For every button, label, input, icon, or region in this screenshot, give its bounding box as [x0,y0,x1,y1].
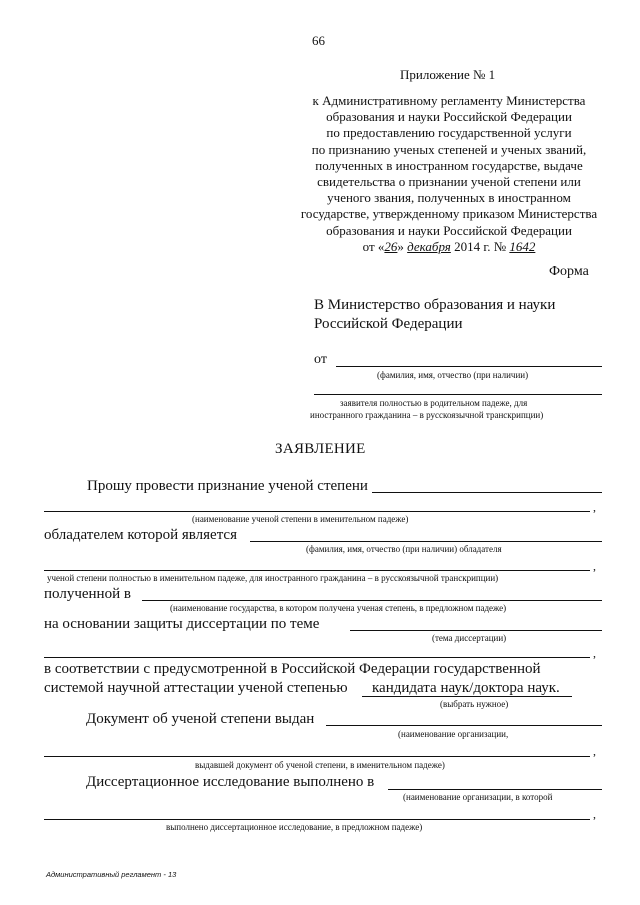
research-hint-2: выполнено диссертационное исследование, в предложном падеже) [166,822,423,832]
from-hint-2: заявителя полностью в родительном падеже, для [340,398,528,408]
research-label: Диссертационное исследование выполнено в [86,774,375,790]
handwritten-day: 26 [384,238,398,254]
thesis-hint: (тема диссертации) [432,633,507,643]
form-label: Форма [549,264,589,279]
received-label: полученной в [44,586,131,602]
approval-date-line: от «26» декабря 2014 г. № 1642 [362,238,536,254]
request-text: Прошу провести признание ученой степени [87,478,368,494]
degree-field-2[interactable] [44,511,590,512]
from-hint-3: иностранного гражданина – в русскоязычной транскрипции) [310,410,544,420]
statement-title: ЗАЯВЛЕНИЕ [275,441,366,457]
document-field[interactable] [326,725,602,726]
appendix-line: образования и науки Российской Федерации [326,222,572,238]
holder-hint: (фамилия, имя, отчество (при наличии) обладателя [306,544,502,554]
thesis-label: на основании защиты диссертации по теме [44,616,320,632]
degree-choice-underline [362,696,572,697]
appendix-line: полученных в иностранном государстве, выдаче [315,157,583,173]
degree-choice[interactable]: кандидата наук/доктора наук. [372,680,560,696]
holder-hint-2: ученой степени полностью в именительном падеже, для иностранного гражданина – в русскоязычной транскрипции) [47,573,499,583]
appendix-line: по признанию ученых степеней и ученых званий, [311,141,587,157]
document-field-2[interactable] [44,756,590,757]
document-hint-2: выдавшей документ об ученой степени, в именительном падеже) [195,760,445,770]
addressee-line2: Российской Федерации [314,316,463,332]
appendix-reference [283,93,615,255]
document-label: Документ об ученой степени выдан [86,711,315,727]
research-field[interactable] [388,789,602,790]
appendix-line: к Административному регламенту Министерства [312,93,586,108]
appendix-line: государстве, утвержденному приказом Министерства [300,206,598,222]
appendix-title: Приложение № 1 [400,67,496,82]
document-hint: (наименование организации, [398,729,509,739]
holder-field[interactable] [250,541,602,542]
degree-field[interactable] [372,492,602,493]
comma: , [593,646,596,660]
handwritten-order-number: 1642 [509,238,536,254]
holder-field-2[interactable] [44,570,590,571]
appendix-line: ученого звания, полученных в иностранном [327,190,571,206]
from-name-field-2[interactable] [314,394,602,395]
correspondence-line2: системой научной аттестации ученой степенью [44,680,348,696]
received-hint: (наименование государства, в котором получена ученая степень, в предложном падеже) [170,603,507,613]
from-name-field[interactable] [336,366,602,367]
appendix-line: свидетельства о признании ученой степени или [317,174,581,190]
choice-hint: (выбрать нужное) [440,699,509,709]
from-label: от [314,352,327,367]
footer: Административный регламент - 13 [46,870,177,879]
comma: , [593,807,596,821]
received-field[interactable] [142,600,602,601]
degree-hint: (наименование ученой степени в именительном падеже) [192,514,409,524]
appendix-line: образования и науки Российской Федерации [326,109,572,125]
comma: , [593,559,596,573]
appendix-line: по предоставлению государственной услуги [326,125,572,141]
holder-label: обладателем которой является [44,527,237,543]
research-field-2[interactable] [44,819,590,820]
from-hint: (фамилия, имя, отчество (при наличии) [377,370,529,380]
comma: , [593,500,596,514]
thesis-field[interactable] [350,630,602,631]
page-number: 66 [312,33,325,48]
correspondence-line1: в соответствии с предусмотренной в Российской Федерации государственной [44,661,541,677]
comma: , [593,744,596,758]
addressee-line1: В Министерство образования и науки [314,297,556,313]
research-hint: (наименование организации, в которой [403,792,553,802]
handwritten-month: декабря [407,238,451,254]
thesis-field-2[interactable] [44,657,590,658]
